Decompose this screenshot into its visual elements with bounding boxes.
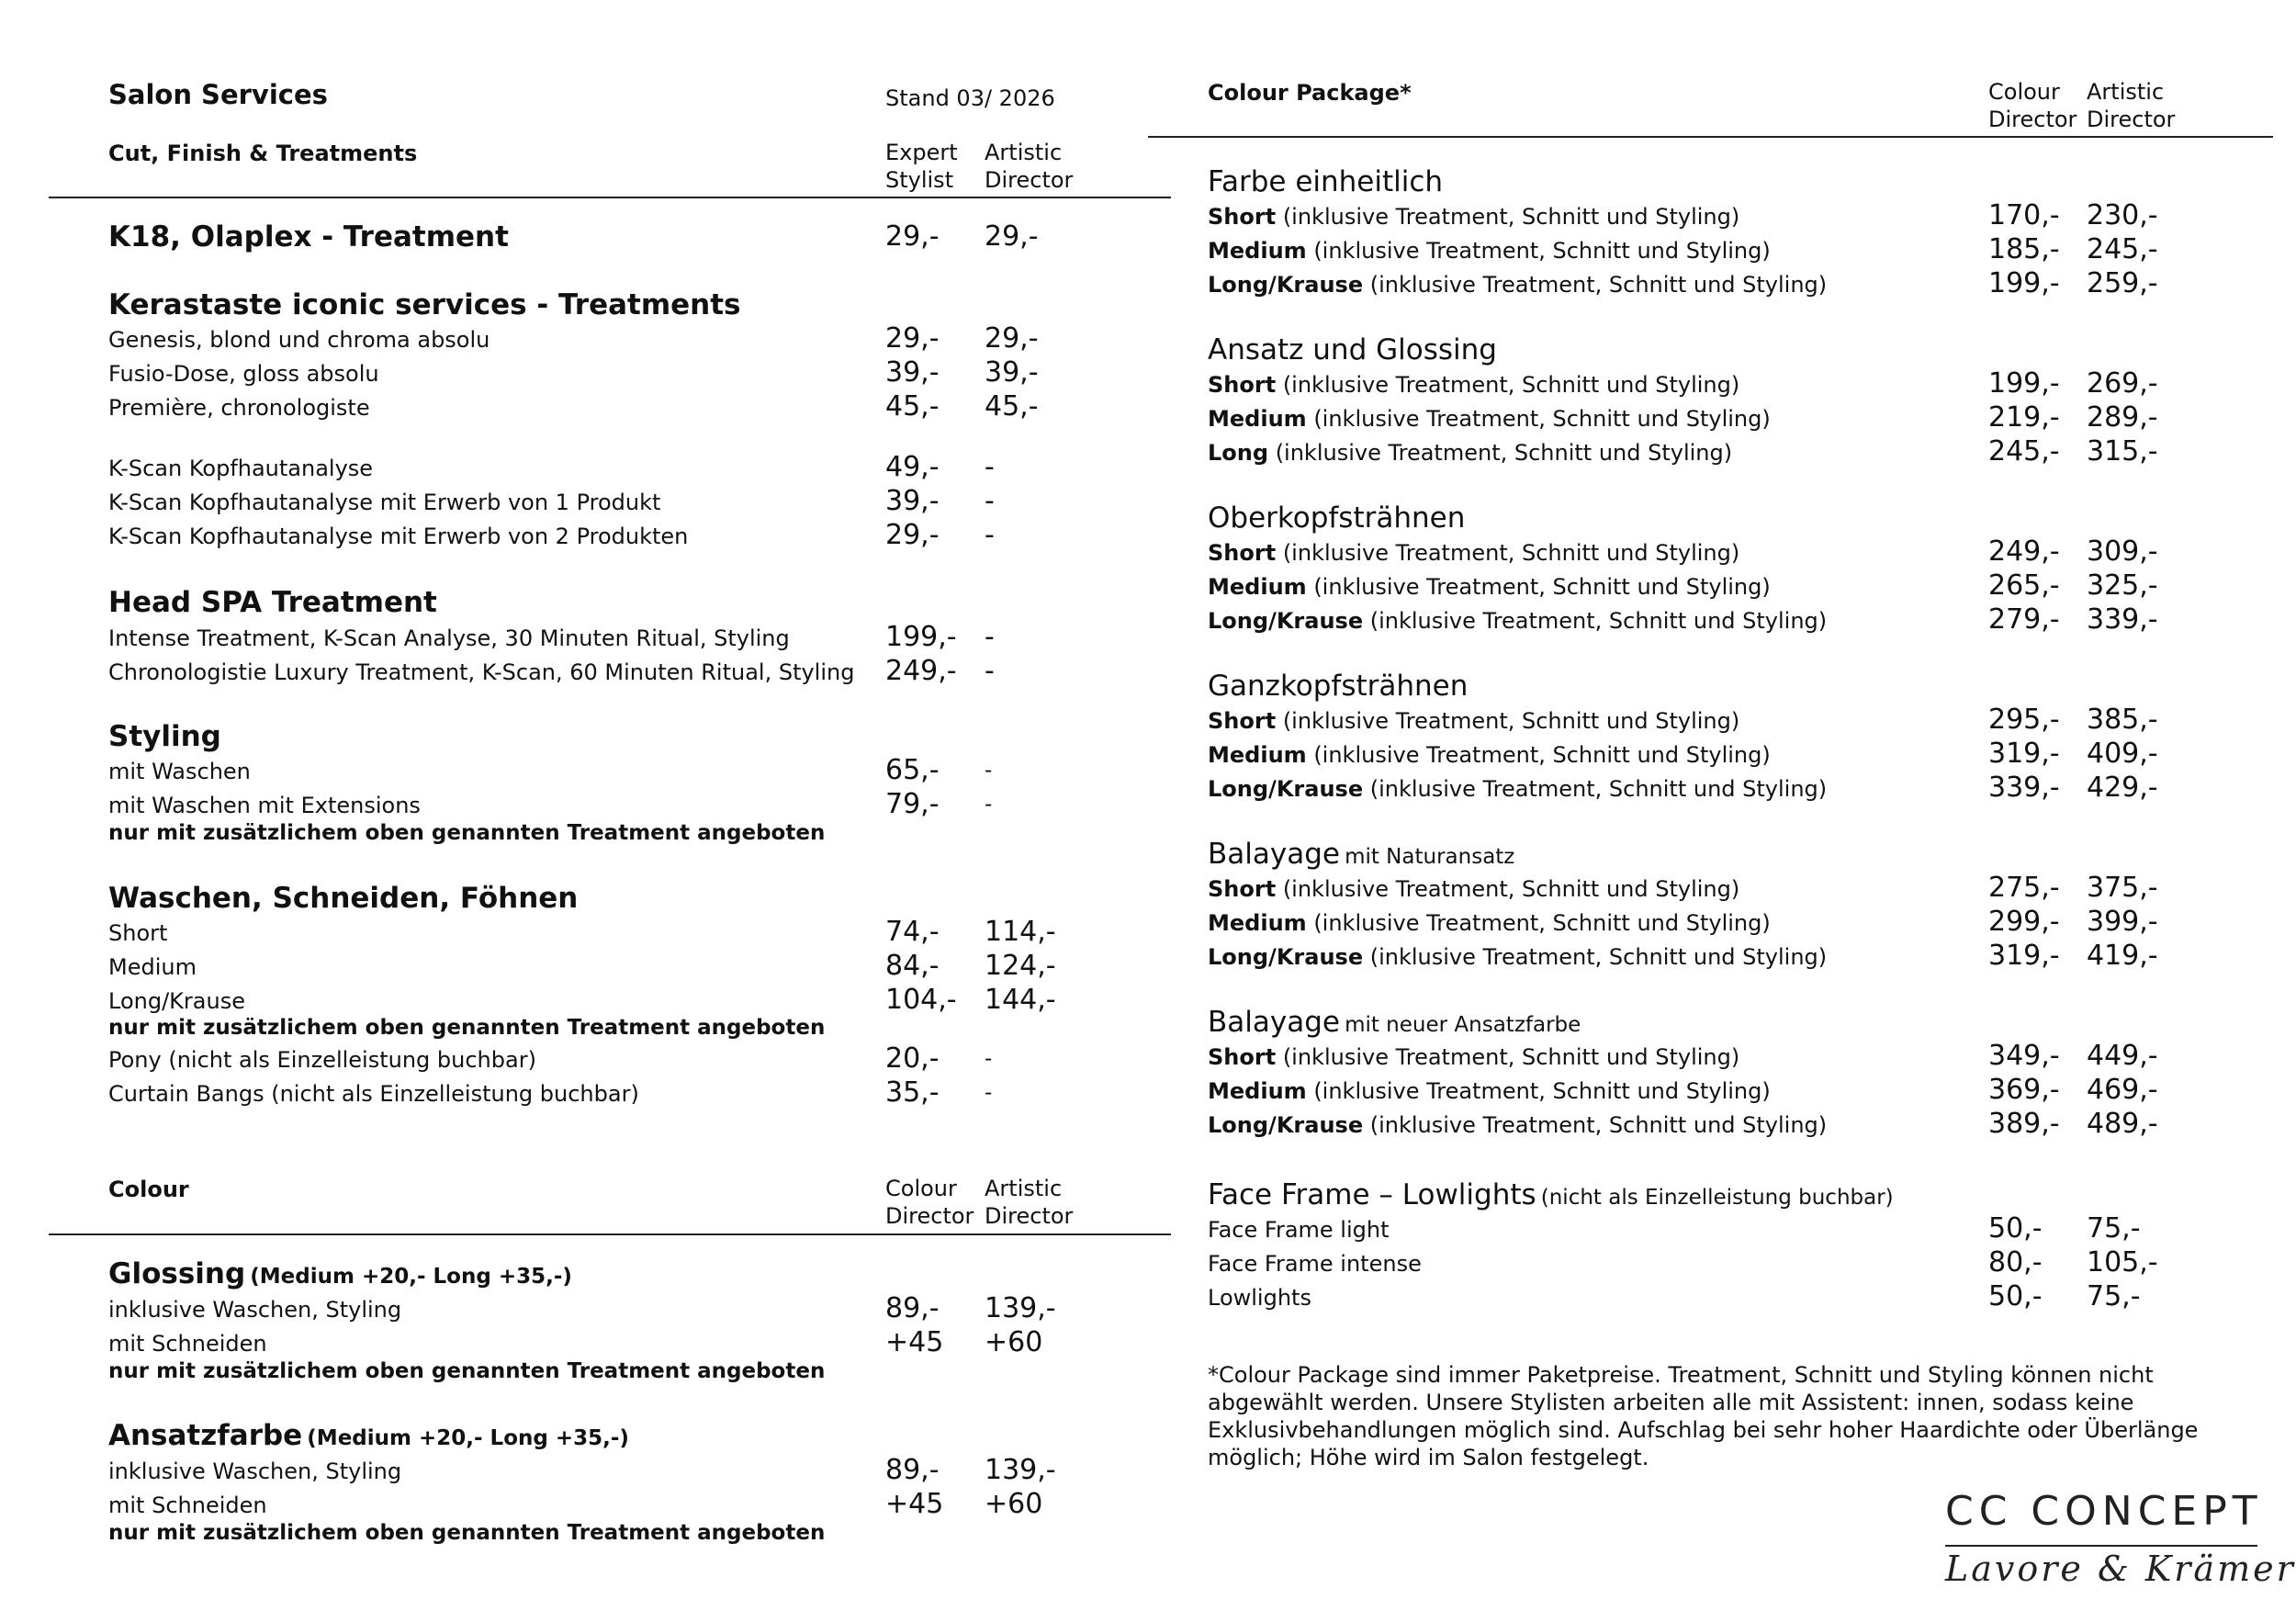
col-header-line: Director — [1988, 107, 2077, 132]
price-artistic: - — [985, 451, 995, 483]
cc-concept-logo — [1945, 1488, 2296, 1589]
price-artistic: 375,- — [2087, 872, 2158, 904]
service-name: mit Waschen mit Extensions — [108, 793, 421, 818]
package-inclusion: (inklusive Treatment, Schnitt und Styling) — [1369, 608, 1828, 634]
price-colour: 349,- — [1988, 1040, 2060, 1072]
price-artistic: 429,- — [2087, 772, 2158, 804]
head-spa-heading: Head SPA Treatment — [108, 586, 437, 619]
price-colour: 89,- — [885, 1292, 940, 1324]
price-artistic: 449,- — [2087, 1040, 2158, 1072]
package-group-title: Balayage — [1208, 838, 1340, 871]
price-artistic: 139,- — [985, 1454, 1056, 1486]
artistic-director-header — [2087, 78, 2175, 133]
price-colour: 369,- — [1988, 1074, 2060, 1106]
ansatzfarbe-title: Ansatzfarbe — [108, 1419, 303, 1452]
price-colour: 389,- — [1988, 1108, 2060, 1140]
package-row-name — [1208, 372, 1739, 398]
package-inclusion: (inklusive Treatment, Schnitt und Styling) — [1313, 406, 1771, 432]
price-artistic: 144,- — [985, 984, 1056, 1016]
price-colour: 275,- — [1988, 872, 2060, 904]
face-frame-heading — [1208, 1178, 1894, 1211]
price-artistic: - — [985, 655, 995, 687]
price-artistic: 75,- — [2087, 1280, 2141, 1312]
price-artistic: 105,- — [2087, 1246, 2158, 1278]
package-group-heading — [1208, 1006, 1581, 1039]
col-header-line: Artistic — [985, 1176, 1063, 1201]
logo-wordmark: CC CONCEPT — [1945, 1488, 2263, 1535]
price-colour: 199,- — [1988, 267, 2060, 299]
package-group-title: Ganzkopfsträhnen — [1208, 670, 1469, 703]
service-name: Long/Krause — [108, 988, 245, 1014]
price-artistic: 124,- — [985, 950, 1056, 982]
package-group-heading — [1208, 333, 1497, 366]
price-expert: 29,- — [885, 220, 940, 253]
price-colour: 219,- — [1988, 401, 2060, 434]
col-header-line: Director — [985, 167, 1074, 193]
package-size: Long — [1208, 440, 1269, 466]
col-header-line: Colour — [885, 1176, 957, 1201]
price-artistic: 339,- — [2087, 603, 2158, 636]
package-row-name — [1208, 1112, 1827, 1138]
service-name: Medium — [108, 954, 197, 980]
package-size: Short — [1208, 204, 1277, 230]
price-artistic: 469,- — [2087, 1074, 2158, 1106]
package-size: Medium — [1208, 1078, 1307, 1104]
package-row-name — [1208, 1078, 1771, 1104]
price-artistic: 259,- — [2087, 267, 2158, 299]
price-colour: 299,- — [1988, 906, 2060, 938]
price-expert: 39,- — [885, 356, 940, 389]
price-artistic: 269,- — [2087, 367, 2158, 400]
kerastase-heading: Kerastaste iconic services - Treatments — [108, 288, 741, 321]
expert-stylist-header — [885, 139, 958, 194]
ansatzfarbe-surcharge: (Medium +20,- Long +35,-) — [307, 1426, 629, 1450]
price-expert: 104,- — [885, 984, 957, 1016]
price-colour: 185,- — [1988, 233, 2060, 265]
service-name: Intense Treatment, K-Scan Analyse, 30 Minuten Ritual, Styling — [108, 625, 790, 651]
package-size: Short — [1208, 540, 1277, 566]
package-inclusion: (inklusive Treatment, Schnitt und Styling) — [1369, 272, 1828, 298]
package-size: Long/Krause — [1208, 608, 1364, 634]
price-artistic: 489,- — [2087, 1108, 2158, 1140]
section-divider — [1148, 136, 2273, 138]
price-artistic: 399,- — [2087, 906, 2158, 938]
price-colour: 249,- — [1988, 535, 2060, 568]
price-colour: 245,- — [1988, 435, 2060, 467]
package-group-title: Balayage — [1208, 1006, 1340, 1039]
price-expert: 29,- — [885, 519, 940, 551]
price-artistic: 29,- — [985, 322, 1039, 355]
price-colour: 279,- — [1988, 603, 2060, 636]
package-size: Short — [1208, 372, 1277, 398]
wsf-heading: Waschen, Schneiden, Föhnen — [108, 882, 579, 915]
colour-director-header — [1988, 78, 2077, 133]
price-expert: 20,- — [885, 1042, 940, 1075]
package-size: Medium — [1208, 238, 1307, 264]
package-size: Short — [1208, 1044, 1277, 1070]
colour-package-heading: Colour Package* — [1208, 80, 1412, 106]
package-size: Long/Krause — [1208, 944, 1364, 970]
face-frame-title: Face Frame – Lowlights — [1208, 1178, 1536, 1211]
price-artistic: 75,- — [2087, 1212, 2141, 1245]
price-colour: +45 — [885, 1488, 944, 1520]
package-inclusion: (inklusive Treatment, Schnitt und Styling) — [1313, 574, 1771, 600]
price-artistic: - — [985, 1047, 993, 1071]
price-expert: 29,- — [885, 322, 940, 355]
service-name: inklusive Waschen, Styling — [108, 1459, 402, 1484]
col-header-line: Director — [985, 1203, 1074, 1229]
treatment-note: nur mit zusätzlichem oben genannten Treatment angeboten — [108, 1359, 826, 1383]
stand-date: Stand 03/ 2026 — [885, 85, 1055, 111]
package-row-name — [1208, 574, 1771, 600]
col-header-line: Expert — [885, 140, 958, 165]
glossing-title: Glossing — [108, 1257, 246, 1290]
package-inclusion: (inklusive Treatment, Schnitt und Styling) — [1313, 910, 1771, 936]
package-row-name — [1208, 1044, 1739, 1070]
price-artistic: +60 — [985, 1488, 1043, 1520]
package-inclusion: (inklusive Treatment, Schnitt und Styling) — [1369, 1112, 1828, 1138]
price-artistic: 385,- — [2087, 704, 2158, 736]
service-name: Face Frame light — [1208, 1217, 1390, 1243]
price-artistic: - — [985, 793, 993, 817]
price-colour: 319,- — [1988, 940, 2060, 972]
package-group-subtitle: mit neuer Ansatzfarbe — [1345, 1013, 1581, 1037]
price-colour: 170,- — [1988, 199, 2060, 231]
price-artistic: 230,- — [2087, 199, 2158, 231]
service-name: Face Frame intense — [1208, 1251, 1422, 1277]
package-size: Medium — [1208, 574, 1307, 600]
price-expert: 39,- — [885, 485, 940, 517]
service-name: mit Schneiden — [108, 1331, 267, 1357]
price-artistic: 114,- — [985, 916, 1056, 948]
price-artistic: 45,- — [985, 390, 1039, 422]
package-inclusion: (inklusive Treatment, Schnitt und Styling) — [1313, 742, 1771, 768]
package-row-name — [1208, 272, 1827, 298]
price-artistic: - — [985, 621, 995, 653]
price-artistic: 29,- — [985, 220, 1039, 253]
package-row-name — [1208, 876, 1739, 902]
colour-package-footnote: *Colour Package sind immer Paketpreise. Treatment, Schnitt und Styling können nicht abgewählt werden. Unsere Stylisten arbeiten alle mit Assistent: innen, sodass keine Exklusivbehandlungen möglich sind. Aufschlag bei sehr hoher Haardichte oder Überlänge möglich; Höhe wird im Salon festgelegt. — [1208, 1362, 2199, 1470]
service-name: K-Scan Kopfhautanalyse mit Erwerb von 1 Produkt — [108, 490, 661, 515]
price-expert: 79,- — [885, 788, 940, 820]
col-header-line: Artistic — [2087, 79, 2165, 105]
price-artistic: 409,- — [2087, 738, 2158, 770]
service-name: Première, chronologiste — [108, 395, 370, 421]
price-expert: 49,- — [885, 451, 940, 483]
price-colour: 50,- — [1988, 1280, 2043, 1312]
service-name: K-Scan Kopfhautanalyse mit Erwerb von 2 Produkten — [108, 524, 689, 549]
package-row-name — [1208, 238, 1771, 264]
price-colour: 199,- — [1988, 367, 2060, 400]
price-colour: 319,- — [1988, 738, 2060, 770]
price-artistic: 419,- — [2087, 940, 2158, 972]
price-expert: 199,- — [885, 621, 957, 653]
k18-heading: K18, Olaplex - Treatment — [108, 220, 509, 253]
package-group-title: Ansatz und Glossing — [1208, 333, 1497, 366]
price-artistic: 139,- — [985, 1292, 1056, 1324]
ansatzfarbe-heading — [108, 1419, 629, 1452]
package-inclusion: (inklusive Treatment, Schnitt und Styling) — [1282, 1044, 1740, 1070]
col-header-line: Colour — [1988, 79, 2060, 105]
package-size: Short — [1208, 708, 1277, 734]
price-artistic: - — [985, 519, 995, 551]
logo-signature: Lavore & Krämer — [1945, 1549, 2296, 1589]
package-group-subtitle: mit Naturansatz — [1345, 845, 1515, 869]
price-expert: 74,- — [885, 916, 940, 948]
price-colour: 50,- — [1988, 1212, 2043, 1245]
section-divider — [49, 1233, 1171, 1235]
col-header-line: Director — [885, 1203, 974, 1229]
package-row-name — [1208, 608, 1827, 634]
service-name: mit Waschen — [108, 759, 251, 784]
price-artistic: 245,- — [2087, 233, 2158, 265]
package-size: Long/Krause — [1208, 272, 1364, 298]
package-inclusion: (inklusive Treatment, Schnitt und Styling) — [1369, 776, 1828, 802]
glossing-surcharge: (Medium +20,- Long +35,-) — [250, 1265, 572, 1289]
treatment-note: nur mit zusätzlichem oben genannten Treatment angeboten — [108, 821, 826, 845]
treatment-note: nur mit zusätzlichem oben genannten Treatment angeboten — [108, 1016, 826, 1040]
price-colour: 339,- — [1988, 772, 2060, 804]
price-colour: 80,- — [1988, 1246, 2043, 1278]
package-row-name — [1208, 944, 1827, 970]
package-group-title: Oberkopfsträhnen — [1208, 501, 1466, 535]
service-name: Chronologistie Luxury Treatment, K-Scan, 60 Minuten Ritual, Styling — [108, 659, 855, 685]
package-group-heading — [1208, 165, 1443, 198]
price-artistic: +60 — [985, 1326, 1043, 1358]
package-row-name — [1208, 406, 1771, 432]
styling-heading: Styling — [108, 720, 221, 753]
col-header-line: Artistic — [985, 140, 1063, 165]
package-inclusion: (inklusive Treatment, Schnitt und Styling) — [1282, 876, 1740, 902]
price-colour: 265,- — [1988, 569, 2060, 602]
price-expert: 249,- — [885, 655, 957, 687]
price-artistic: 309,- — [2087, 535, 2158, 568]
package-row-name — [1208, 204, 1739, 230]
cut-finish-heading: Cut, Finish & Treatments — [108, 141, 418, 166]
price-expert: 84,- — [885, 950, 940, 982]
package-size: Medium — [1208, 742, 1307, 768]
package-size: Long/Krause — [1208, 776, 1364, 802]
price-colour: 295,- — [1988, 704, 2060, 736]
service-name: K-Scan Kopfhautanalyse — [108, 456, 374, 481]
logo-divider — [1945, 1545, 2257, 1547]
price-artistic: 289,- — [2087, 401, 2158, 434]
package-size: Medium — [1208, 910, 1307, 936]
service-name: Fusio-Dose, gloss absolu — [108, 361, 379, 387]
artistic-director-header — [985, 139, 1073, 194]
colour-director-header — [885, 1175, 974, 1230]
price-artistic: 325,- — [2087, 569, 2158, 602]
price-artistic: - — [985, 759, 993, 783]
package-inclusion: (inklusive Treatment, Schnitt und Styling) — [1313, 1078, 1771, 1104]
package-row-name — [1208, 440, 1732, 466]
price-artistic: 39,- — [985, 356, 1039, 389]
service-name: mit Schneiden — [108, 1492, 267, 1518]
package-row-name — [1208, 742, 1771, 768]
section-divider — [49, 197, 1171, 198]
colour-heading: Colour — [108, 1177, 189, 1202]
face-frame-subtitle: (nicht als Einzelleistung buchbar) — [1540, 1186, 1894, 1210]
price-expert: 45,- — [885, 390, 940, 422]
package-inclusion: (inklusive Treatment, Schnitt und Styling) — [1313, 238, 1771, 264]
package-row-name — [1208, 708, 1739, 734]
glossing-heading — [108, 1257, 572, 1290]
price-artistic: - — [985, 1081, 993, 1105]
package-size: Long/Krause — [1208, 1112, 1364, 1138]
service-name: Curtain Bangs (nicht als Einzelleistung buchbar) — [108, 1081, 639, 1107]
col-header-line: Stylist — [885, 167, 954, 193]
service-name: Genesis, blond und chroma absolu — [108, 327, 490, 353]
package-group-title: Farbe einheitlich — [1208, 165, 1444, 198]
package-row-name — [1208, 540, 1739, 566]
price-colour: 89,- — [885, 1454, 940, 1486]
package-row-name — [1208, 776, 1827, 802]
page-title: Salon Services — [108, 79, 328, 110]
service-name: inklusive Waschen, Styling — [108, 1297, 402, 1323]
price-artistic: - — [985, 485, 995, 517]
package-row-name — [1208, 910, 1771, 936]
service-name: Pony (nicht als Einzelleistung buchbar) — [108, 1047, 536, 1073]
package-inclusion: (inklusive Treatment, Schnitt und Styling) — [1282, 540, 1740, 566]
price-expert: 65,- — [885, 754, 940, 786]
treatment-note: nur mit zusätzlichem oben genannten Treatment angeboten — [108, 1521, 826, 1545]
package-group-heading — [1208, 670, 1468, 703]
service-name: Short — [108, 920, 168, 946]
package-size: Medium — [1208, 406, 1307, 432]
package-inclusion: (inklusive Treatment, Schnitt und Styling) — [1275, 440, 1733, 466]
package-group-heading — [1208, 501, 1465, 535]
service-name: Lowlights — [1208, 1285, 1311, 1311]
package-inclusion: (inklusive Treatment, Schnitt und Styling) — [1282, 204, 1740, 230]
price-expert: 35,- — [885, 1076, 940, 1109]
package-group-heading — [1208, 838, 1514, 871]
col-header-line: Director — [2087, 107, 2176, 132]
artistic-director-header — [985, 1175, 1073, 1230]
package-inclusion: (inklusive Treatment, Schnitt und Styling) — [1282, 372, 1740, 398]
package-inclusion: (inklusive Treatment, Schnitt und Styling) — [1282, 708, 1740, 734]
price-colour: +45 — [885, 1326, 944, 1358]
price-artistic: 315,- — [2087, 435, 2158, 467]
package-inclusion: (inklusive Treatment, Schnitt und Styling) — [1369, 944, 1828, 970]
package-size: Short — [1208, 876, 1277, 902]
